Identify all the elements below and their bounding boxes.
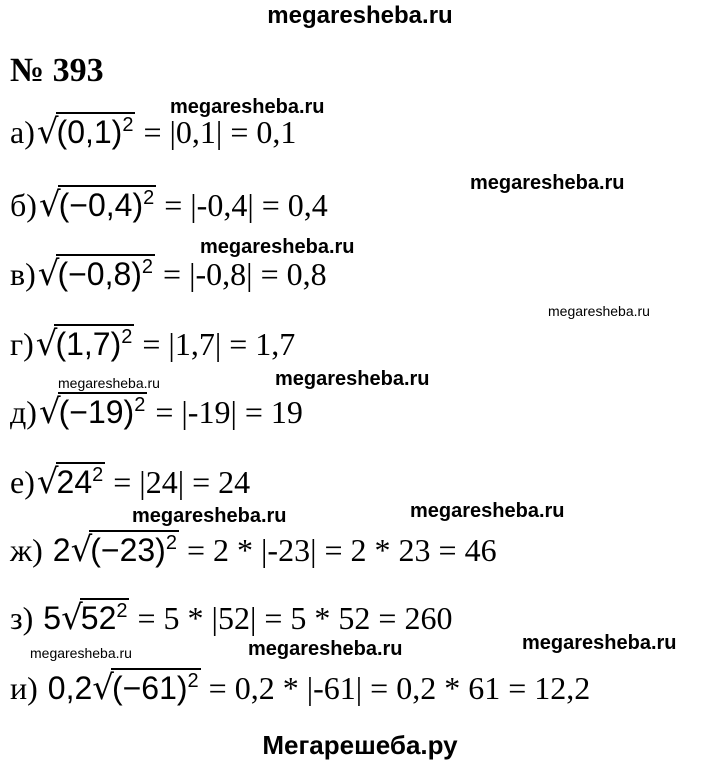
radicand [54, 324, 134, 362]
square-root [92, 668, 200, 708]
watermark: megaresheba.ru [275, 368, 430, 390]
right-hand-side: = |-0,4| = 0,4 [156, 187, 328, 223]
item-label: в) [10, 256, 36, 292]
watermark: megaresheba.ru [58, 375, 160, 391]
radicand-base: (−19) [58, 394, 135, 430]
radicand-exponent: 2 [134, 394, 146, 416]
watermark: megaresheba.ru [248, 638, 403, 660]
right-hand-side: = |24| = 24 [105, 464, 251, 500]
right-hand-side: = |-0,8| = 0,8 [155, 256, 327, 292]
square-root [37, 462, 105, 502]
problem-number: № 393 [10, 52, 104, 89]
solution-line-z [10, 598, 452, 638]
radical-sign-icon: √ [38, 392, 61, 432]
watermark: megaresheba.ru [132, 505, 287, 527]
watermark: megaresheba.ru [170, 96, 325, 118]
radicand [89, 530, 179, 568]
watermark: megaresheba.ru [410, 500, 565, 522]
radicand-exponent: 2 [165, 532, 177, 554]
radicand-exponent: 2 [92, 464, 104, 486]
radicand-base: (−0,8) [57, 256, 142, 292]
watermark: megaresheba.ru [470, 172, 625, 194]
radical-sign-icon: √ [36, 462, 59, 502]
right-hand-side: = |0,1| = 0,1 [135, 114, 297, 150]
radicand-exponent: 2 [141, 256, 154, 278]
watermark: megaresheba.ru [522, 632, 677, 654]
radicand-exponent: 2 [187, 670, 199, 692]
radicand-base: (1,7) [55, 326, 122, 362]
coefficient: 2 [52, 532, 71, 568]
solution-line-d [10, 392, 303, 432]
radicand [58, 392, 148, 430]
item-label: е) [10, 464, 35, 500]
solution-line-v [10, 254, 327, 294]
radicand [56, 254, 155, 292]
square-root [38, 254, 155, 294]
square-root [71, 530, 179, 570]
item-label: з) [10, 600, 34, 636]
item-label: г) [10, 326, 34, 362]
radical-sign-icon: √ [37, 254, 60, 294]
radical-sign-icon: √ [36, 112, 59, 152]
watermark: megaresheba.ru [200, 236, 355, 258]
solution-line-g [10, 324, 295, 364]
site-footer: Мегарешеба.ру [262, 730, 458, 760]
site-header: megaresheba.ru [267, 2, 453, 29]
radical-sign-icon: √ [70, 530, 93, 570]
right-hand-side: = |-19| = 19 [147, 394, 303, 430]
item-label: а) [10, 114, 35, 150]
radicand [56, 462, 106, 500]
coefficient: 5 [43, 600, 62, 636]
right-hand-side: = 2 * |-23| = 2 * 23 = 46 [178, 532, 497, 568]
radicand [58, 185, 157, 223]
radicand-exponent: 2 [116, 600, 128, 622]
radicand-base: (−61) [111, 670, 188, 706]
radical-sign-icon: √ [61, 598, 83, 638]
watermark: megaresheba.ru [30, 645, 132, 661]
item-label: и) [10, 670, 38, 706]
radical-sign-icon: √ [35, 324, 58, 364]
watermark: megaresheba.ru [548, 303, 650, 319]
item-label: б) [10, 187, 37, 223]
solution-line-b [10, 185, 328, 225]
radicand-exponent: 2 [122, 114, 134, 136]
coefficient: 0,2 [47, 670, 93, 706]
radicand [111, 668, 201, 706]
solution-line-e [10, 462, 250, 502]
square-root [39, 392, 147, 432]
radicand [56, 112, 136, 150]
radicand [80, 598, 130, 636]
square-root [61, 598, 129, 638]
square-root [36, 324, 135, 364]
radicand-exponent: 2 [143, 187, 155, 209]
item-label: д) [10, 394, 37, 430]
radicand-base: 24 [56, 464, 93, 500]
square-root [37, 112, 136, 152]
right-hand-side: = |1,7| = 1,7 [134, 326, 296, 362]
right-hand-side: = 0,2 * |-61| = 0,2 * 61 = 12,2 [200, 670, 591, 706]
right-hand-side: = 5 * |52| = 5 * 52 = 260 [129, 600, 453, 636]
radicand-base: (0,1) [56, 114, 123, 150]
radicand-base: (−0,4) [58, 187, 144, 223]
radical-sign-icon: √ [92, 668, 114, 708]
radicand-base: 52 [80, 600, 117, 636]
item-label: ж) [10, 532, 43, 568]
square-root [39, 185, 156, 225]
solution-line-zh [10, 530, 497, 570]
radical-sign-icon: √ [38, 185, 61, 225]
radicand-exponent: 2 [121, 326, 133, 348]
solution-line-i [10, 668, 590, 708]
radicand-base: (−23) [90, 532, 166, 568]
